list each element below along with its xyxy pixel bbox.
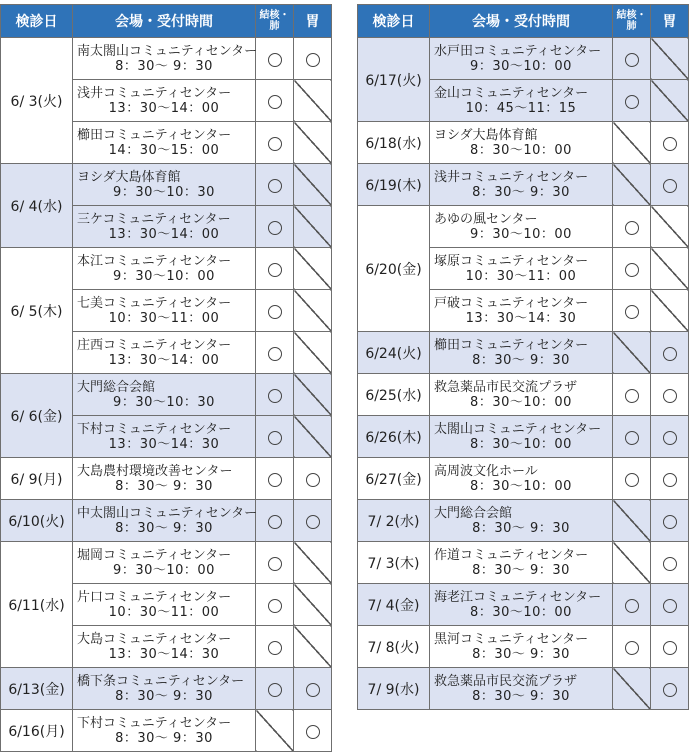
- circle-icon: [625, 431, 639, 445]
- venue-cell: [430, 542, 613, 584]
- circle-icon: [663, 473, 677, 487]
- circle-icon: [268, 599, 282, 613]
- table-row: [358, 332, 689, 374]
- circle-icon: [663, 599, 677, 613]
- lung-unavailable: [613, 542, 651, 584]
- reception-time: 10：45～11：15: [465, 100, 577, 116]
- lung-available: [613, 290, 651, 332]
- circle-icon: [268, 683, 282, 697]
- stomach-available: [651, 542, 689, 584]
- venue-name: 庄西コミュニティセンター: [77, 337, 232, 353]
- circle-icon: [306, 515, 320, 529]
- venue-name: 橋下条コミュニティセンター: [77, 673, 245, 689]
- table-row: [1, 248, 332, 290]
- table-row: [358, 500, 689, 542]
- lung-available: [256, 374, 294, 416]
- exam-date: 6/13(金): [1, 668, 73, 710]
- stomach-unavailable: [294, 164, 332, 206]
- venue-name: 大門総合会館: [77, 379, 156, 395]
- circle-icon: [663, 347, 677, 361]
- stomach-available: [651, 416, 689, 458]
- venue-name: 塚原コミュニティセンター: [434, 253, 589, 269]
- venue-cell: [430, 80, 613, 122]
- lung-available: [256, 164, 294, 206]
- venue-name: 下村コミュニティセンター: [77, 421, 232, 437]
- lung-available: [613, 626, 651, 668]
- table-row: [358, 206, 689, 248]
- table-row: [358, 584, 689, 626]
- lung-available: [256, 122, 294, 164]
- header-lung: 結核・肺: [613, 5, 651, 38]
- venue-cell: [73, 332, 256, 374]
- circle-icon: [268, 515, 282, 529]
- venue-name: 櫛田コミュニティセンター: [434, 337, 589, 353]
- venue-cell: [430, 500, 613, 542]
- venue-name: 三ケコミュニティセンター: [77, 211, 231, 227]
- venue-cell: [73, 710, 256, 752]
- circle-icon: [268, 305, 282, 319]
- circle-icon: [625, 641, 639, 655]
- header-stomach: 胃: [294, 5, 332, 38]
- stomach-available: [651, 164, 689, 206]
- reception-time: 13：30～14：00: [108, 352, 220, 368]
- table-row: [1, 542, 332, 584]
- circle-icon: [268, 389, 282, 403]
- exam-date: 6/11(水): [1, 542, 73, 668]
- table-row: [1, 668, 332, 710]
- stomach-unavailable: [294, 206, 332, 248]
- reception-time: 8：30～ 9：30: [472, 646, 570, 662]
- reception-time: 8：30～ 9：30: [115, 58, 213, 74]
- circle-icon: [663, 389, 677, 403]
- reception-time: 8：30～10：00: [470, 436, 572, 452]
- circle-icon: [625, 263, 639, 277]
- exam-date: 6/ 3(火): [1, 38, 73, 164]
- circle-icon: [268, 179, 282, 193]
- exam-date: 7/ 4(金): [358, 584, 430, 626]
- venue-cell: [73, 122, 256, 164]
- exam-date: 6/18(水): [358, 122, 430, 164]
- stomach-available: [651, 626, 689, 668]
- exam-date: 6/17(火): [358, 38, 430, 122]
- reception-time: 8：30～10：00: [470, 478, 572, 494]
- venue-cell: [73, 38, 256, 80]
- venue-cell: [430, 290, 613, 332]
- stomach-available: [651, 374, 689, 416]
- stomach-unavailable: [294, 626, 332, 668]
- exam-date: 6/19(木): [358, 164, 430, 206]
- stomach-unavailable: [294, 248, 332, 290]
- lung-unavailable: [613, 122, 651, 164]
- venue-cell: [430, 374, 613, 416]
- table-row: [358, 38, 689, 80]
- reception-time: 8：30～ 9：30: [115, 688, 213, 704]
- header-venue: 会場・受付時間: [73, 5, 256, 38]
- venue-name: 金山コミュニティセンター: [434, 85, 589, 101]
- lung-available: [613, 38, 651, 80]
- venue-name: 高周波文化ホール: [434, 463, 538, 479]
- venue-cell: [430, 668, 613, 710]
- venue-name: ヨシダ大島体育館: [434, 127, 538, 143]
- table-row: [358, 122, 689, 164]
- circle-icon: [663, 515, 677, 529]
- circle-icon: [268, 473, 282, 487]
- lung-available: [613, 248, 651, 290]
- circle-icon: [663, 641, 677, 655]
- reception-time: 9：30～10：00: [113, 562, 215, 578]
- reception-time: 8：30～10：00: [470, 604, 572, 620]
- exam-date: 6/10(火): [1, 500, 73, 542]
- venue-name: 救急薬品市民交流プラザ: [434, 673, 578, 689]
- table-header: [358, 5, 689, 38]
- circle-icon: [625, 53, 639, 67]
- venue-name: 黒河コミュニティセンター: [434, 631, 589, 647]
- stomach-unavailable: [651, 248, 689, 290]
- exam-date: 6/27(金): [358, 458, 430, 500]
- venue-cell: [430, 206, 613, 248]
- circle-icon: [268, 641, 282, 655]
- table-row: [1, 710, 332, 752]
- stomach-unavailable: [651, 206, 689, 248]
- stomach-unavailable: [294, 374, 332, 416]
- table-row: [1, 458, 332, 500]
- circle-icon: [625, 221, 639, 235]
- venue-cell: [73, 80, 256, 122]
- venue-name: 大島コミュニティセンター: [77, 631, 232, 647]
- stomach-unavailable: [651, 290, 689, 332]
- lung-unavailable: [256, 710, 294, 752]
- stomach-unavailable: [294, 584, 332, 626]
- table-row: [1, 374, 332, 416]
- venue-cell: [73, 584, 256, 626]
- reception-time: 13：30～14：00: [108, 226, 220, 242]
- circle-icon: [306, 53, 320, 67]
- reception-time: 13：30～14：30: [465, 310, 577, 326]
- venue-name: 下村コミュニティセンター: [77, 715, 232, 731]
- exam-date: 7/ 8(火): [358, 626, 430, 668]
- venue-name: 救急薬品市民交流プラザ: [434, 379, 578, 395]
- stomach-unavailable: [651, 80, 689, 122]
- venue-name: ヨシダ大島体育館: [77, 169, 181, 185]
- circle-icon: [625, 95, 639, 109]
- stomach-available: [294, 500, 332, 542]
- circle-icon: [625, 389, 639, 403]
- venue-cell: [73, 290, 256, 332]
- venue-name: 浅井コミュニティセンター: [77, 85, 232, 101]
- venue-name: 水戸田コミュニティセンター: [434, 43, 602, 59]
- venue-cell: [73, 164, 256, 206]
- reception-time: 8：30～ 9：30: [472, 184, 570, 200]
- circle-icon: [268, 95, 282, 109]
- stomach-unavailable: [294, 80, 332, 122]
- header-venue: 会場・受付時間: [430, 5, 613, 38]
- circle-icon: [625, 599, 639, 613]
- exam-date: 6/26(木): [358, 416, 430, 458]
- table-row: [358, 374, 689, 416]
- reception-time: 9：30～10：00: [470, 226, 572, 242]
- venue-name: 中太閤山コミュニティセンター: [77, 505, 258, 521]
- reception-time: 10：30～11：00: [465, 268, 577, 284]
- header-date: 検診日: [1, 5, 73, 38]
- circle-icon: [663, 431, 677, 445]
- exam-date: 6/20(金): [358, 206, 430, 332]
- lung-available: [256, 38, 294, 80]
- venue-name: 海老江コミュニティセンター: [434, 589, 602, 605]
- venue-name: 太閤山コミュニティセンター: [434, 421, 602, 437]
- stomach-unavailable: [294, 416, 332, 458]
- exam-date: 6/16(月): [1, 710, 73, 752]
- exam-date: 6/24(火): [358, 332, 430, 374]
- circle-icon: [268, 263, 282, 277]
- schedule-table-left: [0, 4, 332, 752]
- circle-icon: [268, 347, 282, 361]
- circle-icon: [306, 473, 320, 487]
- stomach-available: [294, 458, 332, 500]
- venue-cell: [430, 332, 613, 374]
- exam-date: 7/ 3(木): [358, 542, 430, 584]
- stomach-unavailable: [651, 38, 689, 80]
- table-row: [358, 458, 689, 500]
- header-lung: 結核・肺: [256, 5, 294, 38]
- venue-cell: [73, 542, 256, 584]
- venue-cell: [430, 458, 613, 500]
- lung-available: [613, 584, 651, 626]
- lung-available: [256, 668, 294, 710]
- table-row: [358, 626, 689, 668]
- venue-cell: [73, 626, 256, 668]
- table-row: [1, 164, 332, 206]
- reception-time: 8：30～10：00: [470, 394, 572, 410]
- stomach-unavailable: [294, 290, 332, 332]
- lung-available: [256, 458, 294, 500]
- reception-time: 9：30～10：00: [113, 268, 215, 284]
- reception-time: 8：30～ 9：30: [472, 688, 570, 704]
- circle-icon: [268, 221, 282, 235]
- venue-name: 作道コミュニティセンター: [434, 547, 589, 563]
- venue-name: 大門総合会館: [434, 505, 513, 521]
- lung-available: [256, 290, 294, 332]
- lung-available: [256, 584, 294, 626]
- reception-time: 13：30～14：00: [108, 100, 220, 116]
- circle-icon: [663, 683, 677, 697]
- stomach-available: [294, 710, 332, 752]
- stomach-unavailable: [294, 122, 332, 164]
- stomach-available: [651, 500, 689, 542]
- exam-date: 7/ 2(水): [358, 500, 430, 542]
- venue-cell: [430, 584, 613, 626]
- reception-time: 10：30～11：00: [108, 604, 220, 620]
- lung-available: [613, 416, 651, 458]
- reception-time: 9：30～10：00: [470, 58, 572, 74]
- reception-time: 8：30～10：00: [470, 142, 572, 158]
- exam-date: 6/ 5(木): [1, 248, 73, 374]
- circle-icon: [306, 683, 320, 697]
- table-row: [1, 500, 332, 542]
- circle-icon: [268, 137, 282, 151]
- circle-icon: [268, 557, 282, 571]
- venue-name: 大島農村環境改善センター: [77, 463, 233, 479]
- venue-name: 堀岡コミュニティセンター: [77, 547, 232, 563]
- lung-unavailable: [613, 332, 651, 374]
- stomach-available: [651, 584, 689, 626]
- circle-icon: [663, 137, 677, 151]
- stomach-available: [294, 38, 332, 80]
- venue-cell: [430, 416, 613, 458]
- reception-time: 13：30～14：30: [108, 436, 220, 452]
- stomach-available: [651, 332, 689, 374]
- lung-available: [256, 626, 294, 668]
- reception-time: 8：30～ 9：30: [472, 352, 570, 368]
- lung-available: [613, 80, 651, 122]
- reception-time: 8：30～ 9：30: [115, 520, 213, 536]
- venue-cell: [73, 374, 256, 416]
- reception-time: 8：30～ 9：30: [472, 562, 570, 578]
- exam-date: 6/25(水): [358, 374, 430, 416]
- circle-icon: [306, 725, 320, 739]
- venue-cell: [73, 458, 256, 500]
- lung-available: [256, 542, 294, 584]
- venue-name: 本江コミュニティセンター: [77, 253, 232, 269]
- venue-name: あゆの風センター: [434, 211, 538, 227]
- venue-name: 櫛田コミュニティセンター: [77, 127, 232, 143]
- exam-date: 7/ 9(水): [358, 668, 430, 710]
- lung-available: [613, 206, 651, 248]
- circle-icon: [663, 557, 677, 571]
- venue-cell: [73, 500, 256, 542]
- lung-available: [256, 332, 294, 374]
- venue-name: 浅井コミュニティセンター: [434, 169, 589, 185]
- circle-icon: [663, 179, 677, 193]
- reception-time: 9：30～10：30: [113, 394, 215, 410]
- table-row: [1, 38, 332, 80]
- table-row: [358, 164, 689, 206]
- exam-date: 6/ 4(水): [1, 164, 73, 248]
- venue-name: 南太閤山コミュニティセンター: [77, 43, 258, 59]
- header-date: 検診日: [358, 5, 430, 38]
- stomach-available: [294, 668, 332, 710]
- venue-cell: [73, 206, 256, 248]
- venue-cell: [430, 626, 613, 668]
- header-stomach: 胃: [651, 5, 689, 38]
- venue-name: 片口コミュニティセンター: [77, 589, 232, 605]
- lung-unavailable: [613, 164, 651, 206]
- lung-available: [256, 206, 294, 248]
- table-row: [358, 416, 689, 458]
- schedule-table-right: [357, 4, 689, 710]
- lung-available: [256, 416, 294, 458]
- venue-cell: [430, 248, 613, 290]
- circle-icon: [268, 431, 282, 445]
- reception-time: 8：30～ 9：30: [472, 520, 570, 536]
- stomach-unavailable: [294, 542, 332, 584]
- table-row: [358, 542, 689, 584]
- venue-cell: [430, 122, 613, 164]
- circle-icon: [625, 473, 639, 487]
- table-header: [1, 5, 332, 38]
- venue-cell: [73, 248, 256, 290]
- venue-cell: [73, 668, 256, 710]
- reception-time: 10：30～11：00: [108, 310, 220, 326]
- lung-unavailable: [613, 500, 651, 542]
- lung-available: [256, 500, 294, 542]
- exam-date: 6/ 9(月): [1, 458, 73, 500]
- stomach-available: [651, 458, 689, 500]
- lung-available: [256, 248, 294, 290]
- reception-time: 8：30～ 9：30: [115, 478, 213, 494]
- stomach-available: [651, 122, 689, 164]
- reception-time: 8：30～ 9：30: [115, 730, 213, 746]
- stomach-unavailable: [294, 332, 332, 374]
- table-row: [358, 668, 689, 710]
- lung-available: [256, 80, 294, 122]
- lung-available: [613, 458, 651, 500]
- circle-icon: [625, 305, 639, 319]
- venue-name: 七美コミュニティセンター: [77, 295, 232, 311]
- reception-time: 14：30～15：00: [108, 142, 220, 158]
- stomach-available: [651, 668, 689, 710]
- venue-cell: [430, 164, 613, 206]
- reception-time: 13：30～14：30: [108, 646, 220, 662]
- reception-time: 9：30～10：30: [113, 184, 215, 200]
- venue-cell: [430, 38, 613, 80]
- lung-available: [613, 374, 651, 416]
- exam-date: 6/ 6(金): [1, 374, 73, 458]
- circle-icon: [268, 53, 282, 67]
- lung-unavailable: [613, 668, 651, 710]
- venue-cell: [73, 416, 256, 458]
- venue-name: 戸破コミュニティセンター: [434, 295, 589, 311]
